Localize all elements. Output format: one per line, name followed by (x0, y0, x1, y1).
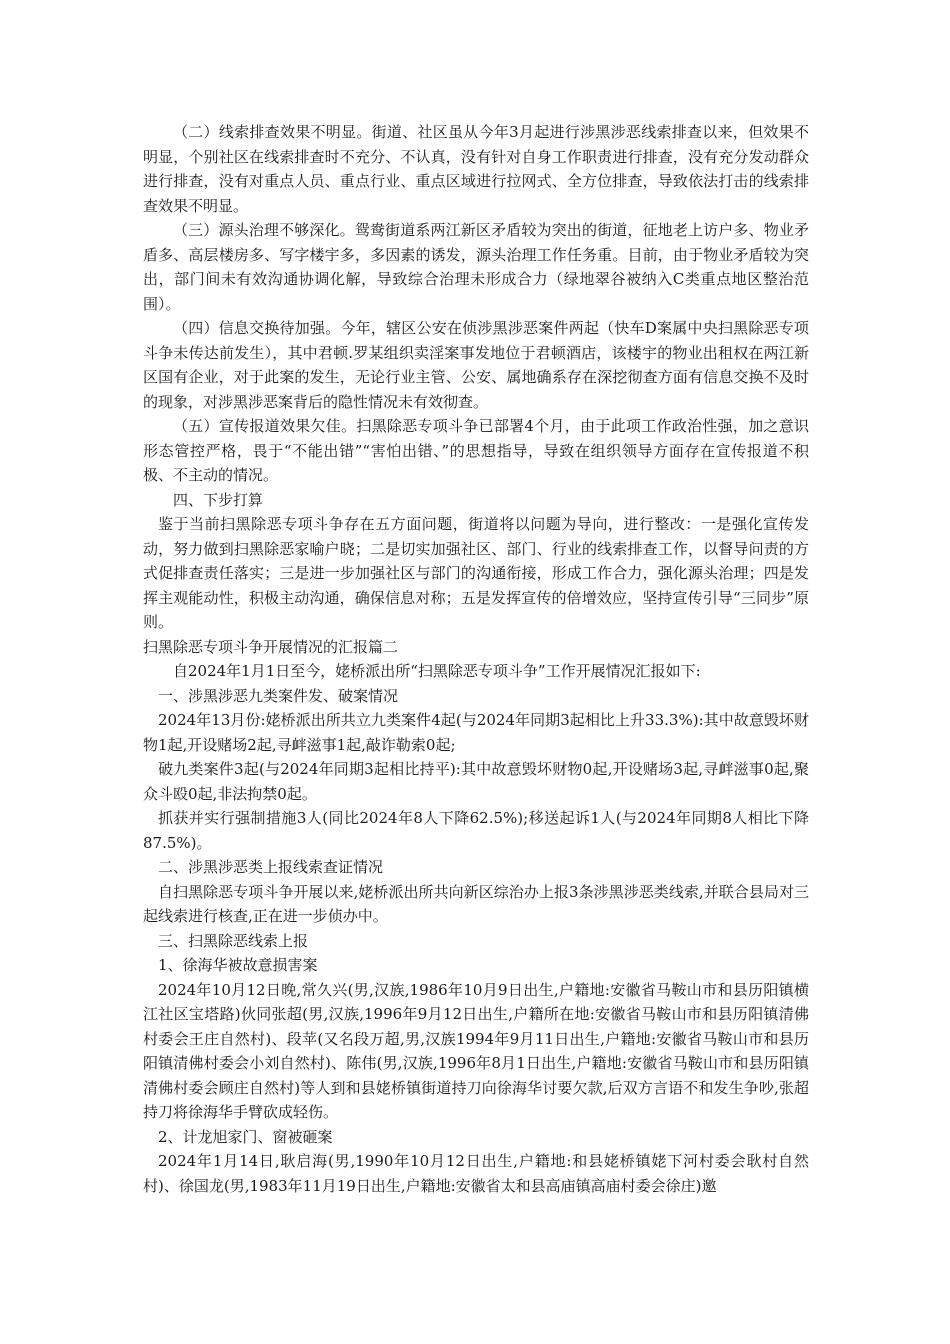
paragraph: （三）源头治理不够深化。鸳鸯街道系两江新区矛盾较为突出的街道，征地老上访户多、物业矛盾多、高层楼房多、写字楼宇多，多因素的诱发，源头治理工作任务重。目前，由于物业矛盾较为突出，部门间未有效沟通协调化解，导致综合治理未形成合力（绿地翠谷被纳入C类重点地区整治范围）。 (143, 221, 809, 313)
paragraph: 1、徐海华被故意损害案 (158, 956, 318, 974)
paragraph: 2024年10月12日晚,常久兴(男,汉族,1986年10月9日出生,户籍地:安徽省马鞍山市和县历阳镇横江社区宝塔路)伙同张超(男,汉族,1996年9月12日出生,户籍所在地:安徽省马鞍山市和县历阳镇清佛村委会王庄自然村)、段苹(又名段万超,男,汉族1994年9月11日出生,户籍地:安徽省马鞍山市和县历阳镇清佛村委会小刘自然村)、陈伟(男,汉族,1996年8月1日出生,户籍地:安徽省马鞍山市和县历阳镇清佛村委会顾庄自然村)等人到和县姥桥镇街道持刀向徐海华讨要欠款,后双方言语不和发生争吵,张超持刀将徐海华手臂砍成轻伤。 (143, 980, 809, 1121)
paragraph: （五）宣传报道效果欠佳。扫黑除恶专项斗争已部署4个月，由于此项工作政治性强，加之意识形态管控严格，畏于“不能出错”“害怕出错、”的思想指导，导致在组织领导方面存在宣传报道不积极、不主动的情况。 (143, 417, 809, 484)
paragraph: （四）信息交换待加强。今年，辖区公安在侦涉黑涉恶案件两起（快车D案属中央扫黑除恶专项斗争未传达前发生），其中君顿.罗某组织卖淫案事发地位于君顿酒店，该楼宇的物业出租权在两江新区国有企业，对于此案的发生，无论行业主管、公安、属地确系存在深挖彻查方面有信息交换不及时的现象，对涉黑涉恶案背后的隐性情况未有效彻查。 (143, 319, 809, 411)
paragraph: 抓获并实行强制措施3人(同比2024年8人下降62.5%);移送起诉1人(与2024年同期8人相比下降87.5%)。 (143, 809, 809, 852)
paragraph: 2、计龙旭家门、窗被砸案 (158, 1127, 333, 1146)
paragraph: 2024年1月14日,耿启海(男,1990年10月12日出生,户籍地:和县姥桥镇姥下河村委会耿村自然村)、徐国龙(男,1983年11月19日出生,户籍地:安徽省太和县高庙镇高庙村委会徐庄)邀 (143, 1152, 809, 1195)
paragraph: 一、涉黑涉恶九类案件发、破案情况 (158, 686, 399, 705)
paragraph: 2024年13月份:姥桥派出所共立九类案件4起(与2024年同期3起相比上升33.3%):其中故意毁坏财物1起,开设赌场2起,寻衅滋事1起,敲诈勒索0起; (143, 711, 809, 754)
paragraph: 自扫黑除恶专项斗争开展以来,姥桥派出所共向新区综治办上报3条涉黑涉恶类线索,并联合县局对三起线索进行核查,正在进一步侦办中。 (143, 882, 809, 925)
paragraph: 四、下步打算 (173, 490, 264, 509)
paragraph: 破九类案件3起(与2024年同期3起相比持平):其中故意毁坏财物0起,开设赌场3起,寻衅滋事0起,聚众斗殴0起,非法拘禁0起。 (143, 760, 809, 803)
paragraph: 二、涉黑涉恶类上报线索查证情况 (158, 858, 384, 876)
paragraph: 自2024年1月1日至今，姥桥派出所“扫黑除恶专项斗争”工作开展情况汇报如下: (173, 662, 701, 680)
paragraph: 鉴于当前扫黑除恶专项斗争存在五方面问题，街道将以问题为导向，进行整改：一是强化宣传发动，努力做到扫黑除恶家喻户晓；二是切实加强社区、部门、行业的线索排查工作，以督导问责的方式促排查责任落实；三是进一步加强社区与部门的沟通衔接，形成工作合力，强化源头治理；四是发挥主观能动性，积极主动沟通，确保信息对称；五是发挥宣传的倍增效应，坚持宣传引导“三同步”原则。 (143, 515, 809, 631)
paragraph: 三、扫黑除恶线索上报 (158, 931, 309, 950)
document-body (143, 120, 809, 1198)
paragraph: 扫黑除恶专项斗争开展情况的汇报篇二 (143, 637, 399, 656)
paragraph: （二）线索排查效果不明显。街道、社区虽从今年3月起进行涉黑涉恶线索排查以来，但效果不明显，个别社区在线索排查时不充分、不认真，没有针对自身工作职责进行排查，没有充分发动群众进行排查，没有对重点人员、重点行业、重点区域进行拉网式、全方位排查，导致依法打击的线索排查效果不明显。 (143, 123, 809, 215)
